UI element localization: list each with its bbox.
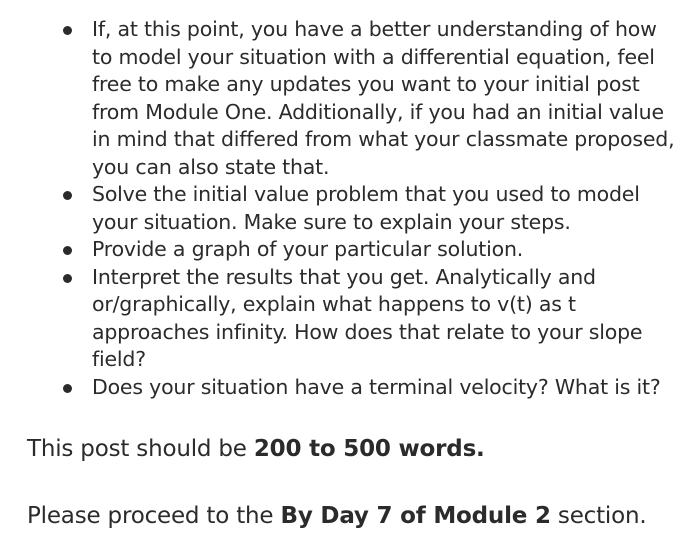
instruction-text: Does your situation have a terminal velocity? What is it? [92, 374, 661, 399]
instruction-item [92, 181, 682, 236]
proceed-suffix: section. [550, 503, 647, 529]
bullet-icon [63, 191, 72, 200]
instruction-list [92, 16, 682, 401]
bullet-icon [63, 384, 72, 393]
bullet-icon [63, 26, 72, 35]
instruction-item [92, 374, 682, 402]
instruction-text: Interpret the results that you get. Analytically and or/graphically, explain what happens to v(t) as t approaches infinity. How does that relate to your slope field? [92, 264, 643, 371]
proceed-prefix: Please proceed to the [27, 503, 281, 529]
bullet-icon [63, 246, 72, 255]
instruction-item [92, 264, 682, 374]
instruction-item [92, 16, 682, 181]
next-section-name: By Day 7 of Module 2 [280, 503, 551, 529]
proceed-instruction [27, 501, 646, 531]
instruction-text: Provide a graph of your particular solution. [92, 237, 524, 261]
instruction-text: Solve the initial value problem that you used to model your situation. Make sure to explain your steps. [92, 182, 640, 234]
instruction-item [92, 236, 682, 264]
word-count-range: 200 to 500 words. [253, 436, 485, 462]
word-count-requirement [27, 434, 485, 464]
word-count-prefix: This post should be [27, 436, 254, 462]
instruction-text: If, at this point, you have a better understanding of how to model your situation with a differential equation, feel free to make any updates you want to your initial post from Module One. Additionally, if you had an initial value in mind that differed from what your classmate proposed, you can also state that. [92, 17, 675, 179]
bullet-icon [63, 274, 72, 283]
